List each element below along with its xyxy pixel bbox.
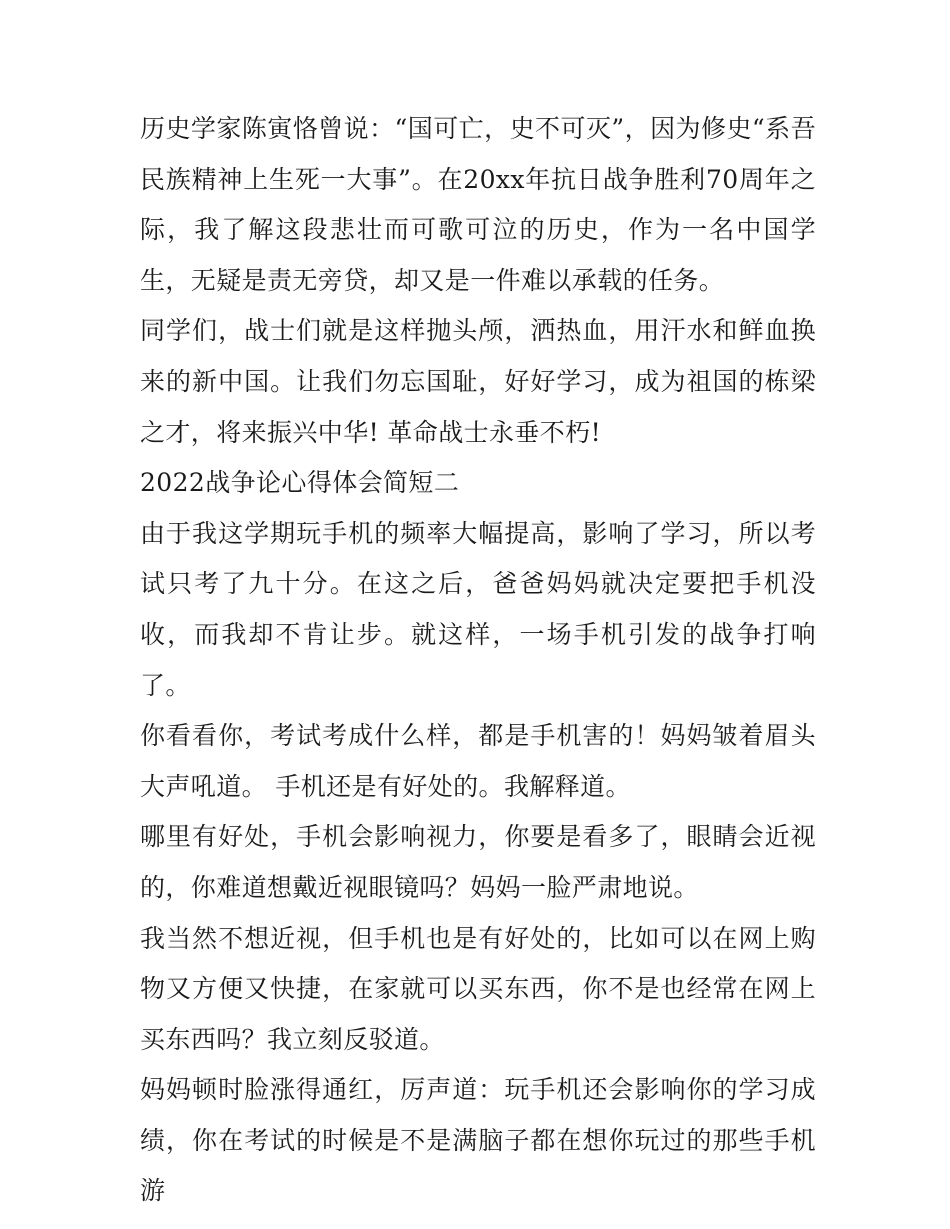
paragraph-rebuttal: 我当然不想近视，但手机也是有好处的，比如可以在网上购物又方便又快捷，在家就可以买东西，你不是也经常在网上买东西吗？我立刻反驳道。 <box>140 923 816 1054</box>
paragraph-soldiers: 同学们，战士们就是这样抛头颅，洒热血，用汗水和鲜血换来的新中国。让我们勿忘国耻，好好学习，成为祖国的栋梁之才，将来振兴中华! 革命战士永垂不朽! <box>140 316 816 447</box>
paragraph-mom-shouts: 你看看你，考试考成什么样，都是手机害的！妈妈皱着眉头大声吼道。 手机还是有好处的。我解释道。 <box>140 721 816 801</box>
paragraph-grades: 妈妈顿时脸涨得通红，厉声道：玩手机还会影响你的学习成绩，你在考试的时候是不是满脑子都在想你玩过的那些手机游 <box>140 1075 816 1206</box>
document-body <box>140 104 816 1217</box>
paragraph-phone-war: 由于我这学期玩手机的频率大幅提高，影响了学习，所以考试只考了九十分。在这之后，爸爸妈妈就决定要把手机没收，而我却不肯让步。就这样，一场手机引发的战争打响了。 <box>140 518 816 700</box>
paragraph-eyesight: 哪里有好处，手机会影响视力，你要是看多了，眼睛会近视的，你难道想戴近视眼镜吗？妈妈一脸严肃地说。 <box>140 822 816 902</box>
paragraph-history-quote: 历史学家陈寅恪曾说：“国可亡，史不可灭”，因为修史“系吾民族精神上生死一大事”。在20xx年抗日战争胜利70周年之际，我了解这段悲壮而可歌可泣的历史，作为一名中国学生，无疑是责无旁贷，却又是一件难以承载的任务。 <box>140 114 816 295</box>
section-heading: 2022战争论心得体会简短二 <box>140 468 460 498</box>
